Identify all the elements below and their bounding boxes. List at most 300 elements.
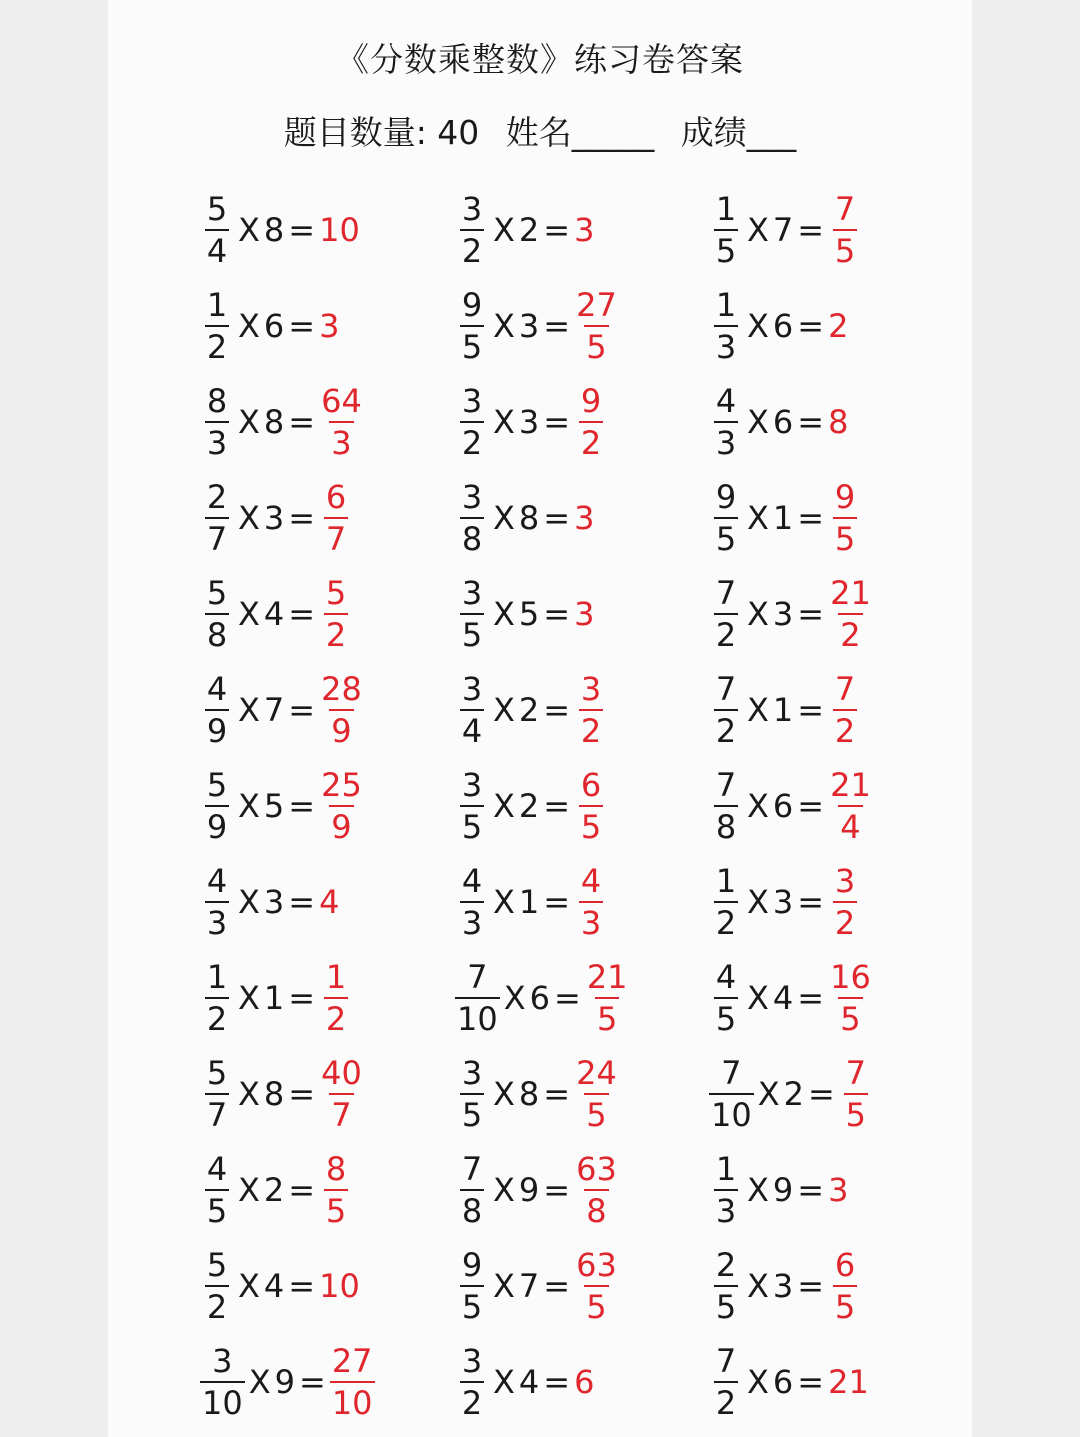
times-sign: X [493,307,515,345]
problem-item [200,1048,364,1140]
operand-fraction-denominator: 7 [205,1093,229,1135]
answer-fraction-denominator: 5 [579,805,603,847]
answer-fraction-denominator: 3 [579,901,603,943]
equals-sign: = [288,1075,316,1113]
times-sign: X [493,499,515,537]
operand-fraction-numerator: 7 [715,670,737,708]
operand-fraction [200,189,234,271]
equals-sign: = [288,403,316,441]
answer [839,1053,873,1135]
answer-fraction-denominator: 8 [584,1189,608,1231]
multiplier: 3 [518,403,540,441]
multiplier: 6 [772,403,794,441]
problem-item [200,664,364,756]
times-sign: X [503,979,526,1017]
answer-fraction-numerator: 4 [580,862,602,900]
answer [319,883,339,921]
operand-fraction-numerator: 4 [206,670,228,708]
answer-fraction-numerator: 7 [834,190,856,228]
times-sign: X [493,691,515,729]
equals-sign: = [808,1075,835,1113]
multiplier: 7 [518,1267,540,1305]
answer-fraction [574,1053,619,1135]
operand-fraction [455,285,489,367]
multiplier: 1 [772,691,794,729]
multiplier: 3 [263,883,285,921]
answer [574,765,608,847]
operand-fraction [455,189,489,271]
operand-fraction [709,861,743,943]
problem-item [709,952,873,1044]
answer [828,1171,848,1209]
operand-fraction [709,669,743,751]
answer-integer: 10 [319,211,360,249]
times-sign: X [747,883,769,921]
operand-fraction-denominator: 2 [714,709,738,751]
multiplier: 6 [263,307,285,345]
operand-fraction [709,285,743,367]
multiplier: 6 [772,307,794,345]
multiplier: 3 [772,595,794,633]
answer-integer: 3 [574,211,595,249]
problem-item [200,1336,375,1428]
multiplier: 1 [263,979,285,1017]
problem-item [709,568,873,660]
operand-fraction-denominator: 2 [714,613,738,655]
answer [574,595,594,633]
problem-item [200,472,353,564]
operand-fraction-denominator: 8 [460,517,484,559]
times-sign: X [747,499,769,537]
multiplier: 1 [772,499,794,537]
times-sign: X [747,595,769,633]
equals-sign: = [797,499,825,537]
answer-fraction-numerator: 3 [580,670,602,708]
multiplier: 9 [518,1171,540,1209]
times-sign: X [238,979,260,1017]
answer [574,381,608,463]
problem-item [455,280,619,372]
equals-sign: = [288,691,316,729]
problem-item [709,664,862,756]
multiplier: 2 [518,211,540,249]
answer-fraction [319,957,353,1039]
operand-fraction [200,477,234,559]
answer [828,573,873,655]
operand-fraction [200,1245,234,1327]
operand-fraction-denominator: 4 [205,229,229,271]
answer-fraction [319,477,353,559]
operand-fraction [200,861,234,943]
operand-fraction-denominator: 5 [205,1189,229,1231]
operand-fraction-numerator: 2 [715,1246,737,1284]
answer-fraction-denominator: 2 [579,421,603,463]
times-sign: X [747,979,769,1017]
problem-item [200,760,364,852]
operand-fraction-numerator: 7 [715,1342,737,1380]
answer-fraction-denominator: 5 [844,1093,868,1135]
multiplier: 4 [518,1363,540,1401]
answer [828,861,862,943]
problem-item [200,376,364,468]
multiplier: 6 [772,1363,794,1401]
operand-fraction-denominator: 2 [460,421,484,463]
problem-item [200,1144,353,1236]
operand-fraction [455,765,489,847]
operand-fraction-numerator: 3 [461,1342,483,1380]
answer-fraction [574,861,608,943]
answer-fraction-denominator: 5 [324,1189,348,1231]
answer-fraction [828,189,862,271]
answer [319,1267,360,1305]
operand-fraction-numerator: 1 [715,862,737,900]
multiplier: 8 [263,1075,285,1113]
name-field: 姓名_____ [505,113,655,152]
operand-fraction [200,957,234,1039]
operand-fraction [455,1341,489,1423]
times-sign: X [493,595,515,633]
equals-sign: = [797,595,825,633]
operand-fraction-denominator: 10 [200,1381,245,1423]
times-sign: X [747,211,769,249]
answer-fraction-numerator: 9 [580,382,602,420]
operand-fraction-denominator: 5 [714,517,738,559]
answer [330,1341,375,1423]
answer-fraction-numerator: 7 [834,670,856,708]
answer [319,1053,364,1135]
multiplier: 2 [518,691,540,729]
multiplier: 8 [263,211,285,249]
multiplier: 3 [772,1267,794,1305]
equals-sign: = [797,691,825,729]
operand-fraction-numerator: 3 [461,478,483,516]
times-sign: X [493,211,515,249]
problem-item [455,1048,619,1140]
equals-sign: = [797,1363,825,1401]
equals-sign: = [543,595,571,633]
answer-fraction-numerator: 5 [325,574,347,612]
answer-fraction-denominator: 9 [329,709,353,751]
operand-fraction-denominator: 8 [205,613,229,655]
operand-fraction-numerator: 5 [206,1246,228,1284]
answer-fraction-denominator: 5 [584,1285,608,1327]
answer [574,285,619,367]
operand-fraction-denominator: 10 [709,1093,754,1135]
times-sign: X [493,787,515,825]
page-title: 《分数乘整数》练习卷答案 [336,40,744,79]
operand-fraction [709,957,743,1039]
times-sign: X [238,691,260,729]
answer [828,403,848,441]
multiplier: 9 [274,1363,295,1401]
operand-fraction-denominator: 5 [460,1093,484,1135]
problem-item [709,376,848,468]
equals-sign: = [543,403,571,441]
operand-fraction-numerator: 7 [715,574,737,612]
answer-fraction [319,381,364,463]
equals-sign: = [288,499,316,537]
answer-fraction [828,957,873,1039]
times-sign: X [238,1267,260,1305]
problem-item [200,1240,360,1332]
operand-fraction-denominator: 3 [460,901,484,943]
operand-fraction [709,381,743,463]
answer-fraction [828,669,862,751]
answer-fraction-numerator: 9 [834,478,856,516]
equals-sign: = [797,307,825,345]
worksheet-page [108,0,972,1437]
answer-fraction [319,573,353,655]
answer-fraction [574,1245,619,1327]
times-sign: X [238,499,260,537]
answer-fraction-denominator: 5 [833,1285,857,1327]
operand-fraction-denominator: 10 [455,997,500,1039]
operand-fraction-numerator: 3 [461,190,483,228]
operand-fraction [200,669,234,751]
equals-sign: = [543,1363,571,1401]
operand-fraction-numerator: 7 [467,958,488,996]
times-sign: X [238,1171,260,1209]
operand-fraction-numerator: 5 [206,1054,228,1092]
multiplier: 4 [772,979,794,1017]
problem-item [455,472,594,564]
operand-fraction-numerator: 2 [206,478,228,516]
answer [828,189,862,271]
equals-sign: = [543,1075,571,1113]
answer-fraction [828,1245,862,1327]
operand-fraction-denominator: 2 [714,1381,738,1423]
operand-fraction-numerator: 3 [461,670,483,708]
answer [319,477,353,559]
answer-fraction-numerator: 28 [321,670,362,708]
answer [574,1245,619,1327]
answer [319,211,360,249]
multiplier: 6 [772,787,794,825]
operand-fraction-denominator: 3 [205,901,229,943]
operand-fraction [455,1245,489,1327]
answer-fraction-denominator: 7 [324,517,348,559]
answer [585,957,630,1039]
problem-item [455,184,594,276]
operand-fraction-denominator: 9 [205,709,229,751]
operand-fraction-numerator: 7 [715,766,737,804]
answer-fraction-numerator: 21 [830,766,871,804]
operand-fraction-denominator: 2 [460,1381,484,1423]
multiplier: 4 [263,1267,285,1305]
answer-integer: 8 [828,403,849,441]
equals-sign: = [288,211,316,249]
answer-fraction-denominator: 5 [833,517,857,559]
answer [828,669,862,751]
answer [319,307,339,345]
problem-item [455,376,608,468]
answer-fraction [574,285,619,367]
problem-item [455,1144,619,1236]
operand-fraction-numerator: 5 [206,574,228,612]
info-line [108,108,972,158]
equals-sign: = [797,1267,825,1305]
answer-fraction [319,1149,353,1231]
problem-item [455,856,608,948]
answer-integer: 3 [319,307,340,345]
operand-fraction [455,477,489,559]
problem-item [709,760,873,852]
answer-fraction-denominator: 5 [833,229,857,271]
times-sign: X [238,211,260,249]
answer-fraction-numerator: 27 [331,1342,373,1380]
answer [828,1363,869,1401]
answer-fraction-numerator: 21 [586,958,628,996]
operand-fraction [455,1149,489,1231]
operand-fraction-denominator: 7 [205,517,229,559]
operand-fraction-numerator: 8 [206,382,228,420]
answer-fraction [828,765,873,847]
times-sign: X [238,403,260,441]
equals-sign: = [299,1363,326,1401]
operand-fraction-numerator: 9 [461,1246,483,1284]
equals-sign: = [288,595,316,633]
operand-fraction-numerator: 9 [461,286,483,324]
operand-fraction-denominator: 5 [460,613,484,655]
operand-fraction-numerator: 4 [461,862,483,900]
answer [319,573,353,655]
times-sign: X [248,1363,271,1401]
answer-integer: 6 [574,1363,595,1401]
answer-integer: 4 [319,883,340,921]
times-sign: X [238,787,260,825]
operand-fraction [200,1341,245,1423]
equals-sign: = [288,1171,316,1209]
answer-fraction [828,861,862,943]
problem-item [709,472,862,564]
operand-fraction-denominator: 2 [205,325,229,367]
times-sign: X [747,691,769,729]
multiplier: 7 [263,691,285,729]
answer-fraction [319,765,364,847]
answer-integer: 3 [574,595,595,633]
operand-fraction [709,1341,743,1423]
equals-sign: = [797,403,825,441]
answer-fraction-numerator: 16 [830,958,871,996]
multiplier: 1 [518,883,540,921]
operand-fraction [200,381,234,463]
answer-fraction-numerator: 21 [830,574,871,612]
equals-sign: = [543,787,571,825]
multiplier: 3 [772,883,794,921]
times-sign: X [238,595,260,633]
operand-fraction-denominator: 2 [460,229,484,271]
operand-fraction [200,765,234,847]
problem-item [709,1144,848,1236]
operand-fraction-numerator: 5 [206,766,228,804]
operand-fraction-denominator: 5 [460,1285,484,1327]
multiplier: 9 [772,1171,794,1209]
answer-integer: 3 [828,1171,849,1209]
answer [574,499,594,537]
operand-fraction-numerator: 4 [715,382,737,420]
equals-sign: = [797,787,825,825]
multiplier: 2 [263,1171,285,1209]
operand-fraction [200,1149,234,1231]
multiplier: 6 [529,979,550,1017]
operand-fraction [455,669,489,751]
answer-fraction [574,669,608,751]
equals-sign: = [543,1171,571,1209]
multiplier: 8 [518,1075,540,1113]
operand-fraction-denominator: 3 [205,421,229,463]
answer-fraction [574,1149,619,1231]
equals-sign: = [797,211,825,249]
answer-fraction-numerator: 24 [576,1054,617,1092]
operand-fraction-numerator: 3 [461,382,483,420]
answer [319,957,353,1039]
answer-fraction-denominator: 4 [838,805,862,847]
operand-fraction-numerator: 1 [206,286,228,324]
answer-fraction [585,957,630,1039]
operand-fraction-numerator: 3 [461,766,483,804]
equals-sign: = [288,883,316,921]
answer-fraction-denominator: 5 [584,325,608,367]
times-sign: X [747,403,769,441]
problem-item [455,952,630,1044]
operand-fraction [709,1245,743,1327]
times-sign: X [238,1075,260,1113]
multiplier: 4 [263,595,285,633]
problem-item [200,856,339,948]
answer [828,307,848,345]
answer [319,669,364,751]
operand-fraction-numerator: 4 [715,958,737,996]
operand-fraction-numerator: 9 [715,478,737,516]
answer-fraction-denominator: 3 [329,421,353,463]
problem-item [200,952,353,1044]
times-sign: X [757,1075,780,1113]
answer-fraction-numerator: 6 [580,766,602,804]
question-count: 题目数量: 40 [283,113,480,152]
operand-fraction [455,957,500,1039]
answer [574,1149,619,1231]
operand-fraction-denominator: 2 [205,1285,229,1327]
multiplier: 3 [263,499,285,537]
operand-fraction [455,381,489,463]
operand-fraction-denominator: 5 [714,997,738,1039]
operand-fraction-denominator: 5 [714,229,738,271]
times-sign: X [747,307,769,345]
answer-fraction-denominator: 2 [324,997,348,1039]
answer-fraction-denominator: 2 [324,613,348,655]
operand-fraction-denominator: 3 [714,1189,738,1231]
answer-fraction [574,765,608,847]
answer-fraction [839,1053,873,1135]
operand-fraction [709,1053,754,1135]
answer-fraction-numerator: 64 [321,382,362,420]
equals-sign: = [288,979,316,1017]
operand-fraction-denominator: 3 [714,325,738,367]
answer [828,477,862,559]
equals-sign: = [288,1267,316,1305]
answer-fraction-numerator: 7 [845,1054,866,1092]
answer [319,765,364,847]
answer [574,669,608,751]
times-sign: X [493,1075,515,1113]
times-sign: X [238,307,260,345]
answer-fraction [828,573,873,655]
equals-sign: = [554,979,581,1017]
answer-fraction-numerator: 25 [321,766,362,804]
score-field: 成绩___ [680,113,797,152]
times-sign: X [747,1267,769,1305]
answer-fraction [828,477,862,559]
